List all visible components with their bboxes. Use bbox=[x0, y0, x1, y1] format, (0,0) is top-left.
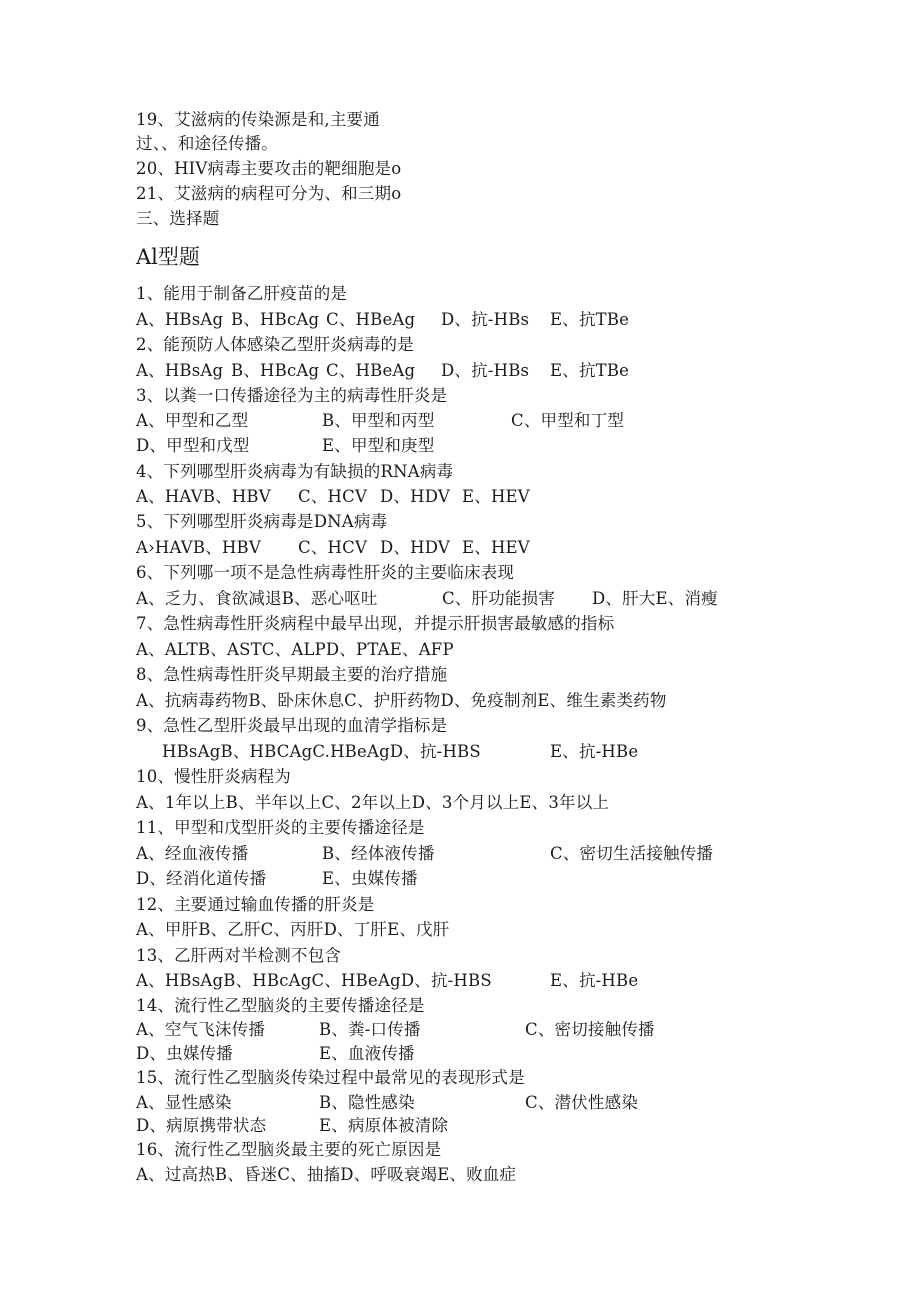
option: E、HEV bbox=[462, 538, 530, 557]
question-stem: 2、能预防人体感染乙型肝炎病毒的是 bbox=[136, 335, 414, 354]
option: B、粪-口传播 bbox=[319, 1020, 421, 1039]
option: B、经体液传播 bbox=[322, 844, 435, 863]
option: D、经消化道传播 bbox=[136, 869, 267, 888]
question-stem: 14、流行性乙型脑炎的主要传播途径是 bbox=[136, 996, 425, 1015]
option: C、密切接触传播 bbox=[525, 1020, 655, 1039]
option: D、虫媒传播 bbox=[136, 1044, 233, 1063]
option: D、甲型和戊型 bbox=[136, 436, 250, 455]
option: A、乏力、食欲减退B、恶心呕吐 bbox=[136, 589, 378, 608]
question-stem: 8、急性病毒性肝炎早期最主要的治疗措施 bbox=[136, 665, 448, 684]
question-stem: 16、流行性乙型脑炎最主要的死亡原因是 bbox=[136, 1140, 442, 1159]
option: A、HBsAg bbox=[136, 361, 224, 380]
option: C、潜伏性感染 bbox=[525, 1093, 639, 1112]
option: E、抗-HBe bbox=[550, 742, 639, 761]
option: E、抗TBe bbox=[550, 361, 630, 380]
question-stem: 6、下列哪一项不是急性病毒性肝炎的主要临床表现 bbox=[136, 563, 515, 582]
option: C、HBeAg bbox=[326, 310, 416, 329]
subsection-title: Al型题 bbox=[136, 245, 200, 269]
option: C、HCV bbox=[298, 487, 368, 506]
option: B、甲型和丙型 bbox=[322, 411, 435, 430]
option: A、经血液传播 bbox=[136, 844, 249, 863]
option-row: A、过高热B、昏迷C、抽搐D、呼吸衰竭E、败血症 bbox=[136, 1165, 517, 1184]
option: A、HBsAgB、HBcAgC、HBeAgD、抗-HBS bbox=[136, 971, 492, 990]
option: E、甲型和庚型 bbox=[322, 436, 435, 455]
option: D、抗-HBs bbox=[441, 361, 530, 380]
option: B、HBcAg bbox=[231, 310, 320, 329]
option: A、空气飞沫传播 bbox=[136, 1020, 266, 1039]
option: D、肝大E、消瘦 bbox=[592, 589, 718, 608]
option: C、HCV bbox=[298, 538, 368, 557]
option: E、抗TBe bbox=[550, 310, 630, 329]
option: E、抗-HBe bbox=[550, 971, 639, 990]
option: A›HAVB、HBV bbox=[136, 538, 261, 557]
option: A、HAVB、HBV bbox=[136, 487, 271, 506]
option: HBsAgB、HBCAgC.HBeAgD、抗-HBS bbox=[162, 742, 481, 761]
option-row: A、ALTB、ASTC、ALPD、PTAE、AFP bbox=[136, 640, 454, 659]
option: C、HBeAg bbox=[326, 361, 416, 380]
option: E、HEV bbox=[462, 487, 530, 506]
question-stem: 10、慢性肝炎病程为 bbox=[136, 767, 291, 786]
question-stem: 13、乙肝两对半检测不包含 bbox=[136, 946, 342, 965]
question-stem: 12、主要通过输血传播的肝炎是 bbox=[136, 895, 375, 914]
option: E、虫媒传播 bbox=[322, 869, 418, 888]
question-21: 21、艾滋病的病程可分为、和三期o bbox=[136, 184, 402, 203]
option: E、病原体被清除 bbox=[319, 1116, 449, 1135]
question-19-line-1: 19、艾滋病的传染源是和,主要通 bbox=[136, 110, 380, 129]
question-stem: 4、下列哪型肝炎病毒为有缺损的RNA病毒 bbox=[136, 462, 454, 481]
option-row: A、1年以上B、半年以上C、2年以上D、3个月以上E、3年以上 bbox=[136, 793, 610, 812]
option: A、甲型和乙型 bbox=[136, 411, 249, 430]
question-stem: 15、流行性乙型脑炎传染过程中最常见的表现形式是 bbox=[136, 1068, 525, 1087]
option: D、抗-HBs bbox=[441, 310, 530, 329]
option: C、密切生活接触传播 bbox=[550, 844, 714, 863]
option-row: A、甲肝B、乙肝C、丙肝D、丁肝E、戊肝 bbox=[136, 920, 450, 939]
option: D、HDV bbox=[380, 538, 450, 557]
option: B、隐性感染 bbox=[319, 1093, 415, 1112]
option: D、HDV bbox=[380, 487, 450, 506]
question-stem: 5、下列哪型肝炎病毒是DNA病毒 bbox=[136, 512, 388, 531]
option-row: A、抗病毒药物B、卧床休息C、护肝药物D、免疫制剂E、维生素类药物 bbox=[136, 691, 667, 710]
question-stem: 9、急性乙型肝炎最早出现的血清学指标是 bbox=[136, 716, 448, 735]
option: E、血液传播 bbox=[319, 1044, 415, 1063]
option: B、HBcAg bbox=[231, 361, 320, 380]
option: D、病原携带状态 bbox=[136, 1116, 267, 1135]
option: C、甲型和丁型 bbox=[511, 411, 625, 430]
question-stem: 3、以粪一口传播途径为主的病毒性肝炎是 bbox=[136, 386, 448, 405]
question-20: 20、HIV病毒主要攻击的靶细胞是o bbox=[136, 159, 402, 178]
question-stem: 11、甲型和戊型肝炎的主要传播途径是 bbox=[136, 818, 425, 837]
section-title: 三、选择题 bbox=[136, 209, 220, 228]
option: C、肝功能损害 bbox=[442, 589, 556, 608]
question-stem: 1、能用于制备乙肝疫苗的是 bbox=[136, 284, 348, 303]
option: A、显性感染 bbox=[136, 1093, 232, 1112]
question-19-line-2: 过、、和途径传播。 bbox=[136, 134, 279, 153]
option: A、HBsAg bbox=[136, 310, 224, 329]
question-stem: 7、急性病毒性肝炎病程中最早出现，并提示肝损害最敏感的指标 bbox=[136, 614, 615, 633]
